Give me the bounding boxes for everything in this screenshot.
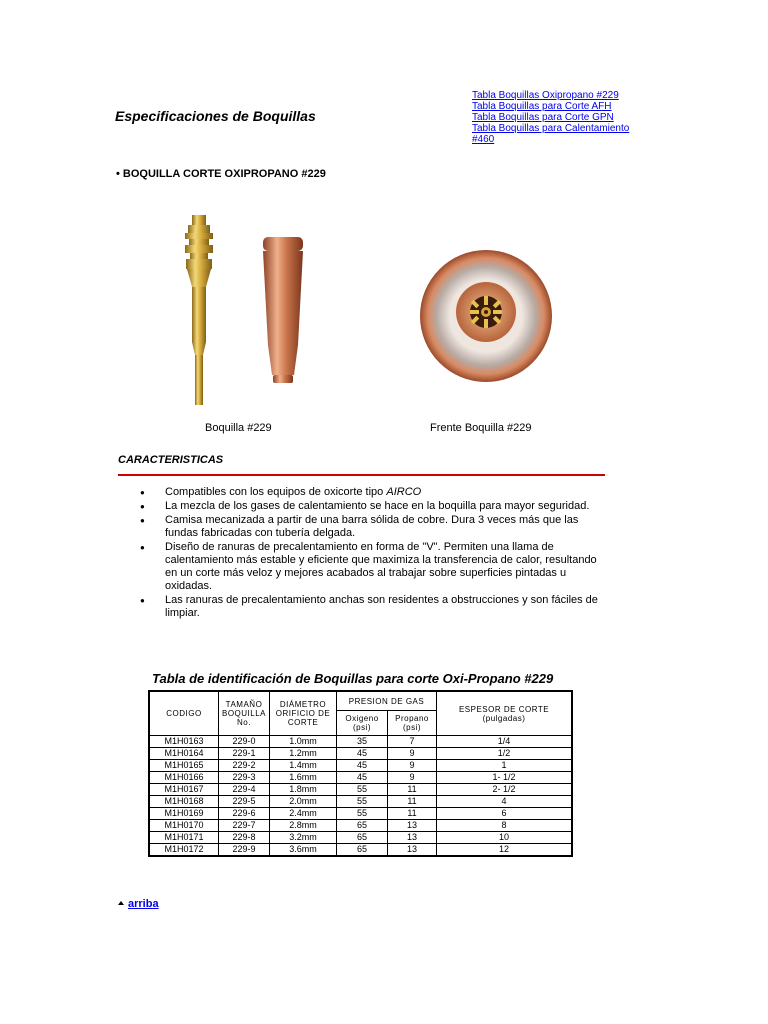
table-cell: 229-2 xyxy=(219,760,270,772)
table-cell: M1H0169 xyxy=(149,808,219,820)
table-cell: 65 xyxy=(337,844,388,857)
col-header-oxigeno: Oxigeno (psi) xyxy=(337,711,388,736)
table-cell: 2.8mm xyxy=(270,820,337,832)
table-row xyxy=(149,796,572,808)
spec-table-body xyxy=(149,736,572,857)
table-cell: 1.2mm xyxy=(270,748,337,760)
table-row xyxy=(149,832,572,844)
link-tabla-calentamiento-460[interactable]: Tabla Boquillas para Calentamiento #460 xyxy=(472,123,630,145)
table-row xyxy=(149,772,572,784)
table-cell: 229-5 xyxy=(219,796,270,808)
nozzle-caption: Boquilla #229 xyxy=(205,422,272,434)
feature-item: ● Camisa mecanizada a partir de una barra sólida de cobre. Dura 3 veces más que las fundas fabricadas con tubería delgada. xyxy=(140,514,610,540)
table-cell: M1H0171 xyxy=(149,832,219,844)
table-cell: 229-0 xyxy=(219,736,270,748)
table-cell: 1- 1/2 xyxy=(437,772,573,784)
table-cell: 55 xyxy=(337,784,388,796)
section-divider xyxy=(118,474,605,476)
table-cell: 45 xyxy=(337,772,388,784)
table-cell: 229-9 xyxy=(219,844,270,857)
table-cell: 65 xyxy=(337,832,388,844)
table-cell: 9 xyxy=(388,748,437,760)
table-cell: 35 xyxy=(337,736,388,748)
table-title: Tabla de identificación de Boquillas para corte Oxi-Propano #229 xyxy=(152,671,554,686)
table-cell: 6 xyxy=(437,808,573,820)
table-row xyxy=(149,748,572,760)
link-tabla-corte-gpn[interactable]: Tabla Boquillas para Corte GPN xyxy=(472,112,614,123)
spec-table xyxy=(148,690,573,857)
feature-item: ● Las ranuras de precalentamiento anchas son residentes a obstrucciones y son fáciles de limpiar. xyxy=(140,594,610,620)
table-cell: M1H0166 xyxy=(149,772,219,784)
link-tabla-oxipropano-229[interactable]: Tabla Boquillas Oxipropano #229 xyxy=(472,90,619,101)
col-header-presion: PRESION DE GAS xyxy=(337,691,437,711)
table-cell: 229-7 xyxy=(219,820,270,832)
nozzle-front-caption: Frente Boquilla #229 xyxy=(430,422,532,434)
table-cell: 229-1 xyxy=(219,748,270,760)
nozzle-photo xyxy=(170,195,330,415)
table-cell: 55 xyxy=(337,808,388,820)
col-header-propano: Propano (psi) xyxy=(388,711,437,736)
table-row xyxy=(149,736,572,748)
table-cell: 8 xyxy=(437,820,573,832)
feature-item: ● Compatibles con los equipos de oxicorte tipo AIRCO xyxy=(140,486,610,499)
table-cell: M1H0167 xyxy=(149,784,219,796)
col-header-codigo: CODIGO xyxy=(149,691,219,736)
table-row xyxy=(149,760,572,772)
table-cell: 2- 1/2 xyxy=(437,784,573,796)
feature-item: ● Diseño de ranuras de precalentamiento en forma de "V". Permiten una llama de calentamiento más estable y eficiente que maximiza la transferencia de calor, resultando en un corte más veloz y mejores acabados al trabajar sobre superficies pintadas u oxidadas. xyxy=(140,541,610,593)
table-cell: M1H0165 xyxy=(149,760,219,772)
table-cell: M1H0170 xyxy=(149,820,219,832)
table-cell: 3.2mm xyxy=(270,832,337,844)
features-list xyxy=(140,486,610,621)
link-tabla-corte-afh[interactable]: Tabla Boquillas para Corte AFH xyxy=(472,101,612,112)
table-cell: 1.6mm xyxy=(270,772,337,784)
section-heading: • BOQUILLA CORTE OXIPROPANO #229 xyxy=(116,168,326,180)
table-cell: 9 xyxy=(388,760,437,772)
table-links xyxy=(472,90,652,145)
feature-item: ● La mezcla de los gases de calentamiento se hace en la boquilla para mayor seguridad. xyxy=(140,500,610,513)
table-cell: 10 xyxy=(437,832,573,844)
table-cell: 1 xyxy=(437,760,573,772)
table-cell: 1.8mm xyxy=(270,784,337,796)
table-row xyxy=(149,820,572,832)
table-cell: 2.0mm xyxy=(270,796,337,808)
table-cell: M1H0164 xyxy=(149,748,219,760)
table-cell: 229-6 xyxy=(219,808,270,820)
table-cell: 4 xyxy=(437,796,573,808)
table-cell: 11 xyxy=(388,808,437,820)
table-cell: 1/2 xyxy=(437,748,573,760)
table-cell: 13 xyxy=(388,844,437,857)
table-cell: 3.6mm xyxy=(270,844,337,857)
col-header-espesor: ESPESOR DE CORTE (pulgadas) xyxy=(437,691,573,736)
table-cell: 2.4mm xyxy=(270,808,337,820)
table-cell: 1.4mm xyxy=(270,760,337,772)
back-to-top xyxy=(118,898,159,910)
table-cell: 9 xyxy=(388,772,437,784)
table-cell: 13 xyxy=(388,832,437,844)
table-cell: 11 xyxy=(388,796,437,808)
table-cell: 45 xyxy=(337,760,388,772)
table-cell: 65 xyxy=(337,820,388,832)
table-cell: M1H0168 xyxy=(149,796,219,808)
table-cell: 229-3 xyxy=(219,772,270,784)
table-row xyxy=(149,784,572,796)
nozzle-front-photo xyxy=(418,248,554,384)
table-cell: 12 xyxy=(437,844,573,857)
table-cell: 229-8 xyxy=(219,832,270,844)
page-title: Especificaciones de Boquillas xyxy=(115,108,316,124)
col-header-tamano: TAMAÑO BOQUILLA No. xyxy=(219,691,270,736)
up-arrow-icon xyxy=(118,901,124,905)
table-cell: 45 xyxy=(337,748,388,760)
table-row xyxy=(149,844,572,857)
table-cell: 229-4 xyxy=(219,784,270,796)
table-cell: M1H0163 xyxy=(149,736,219,748)
col-header-diametro: DIÁMETRO ORIFICIO DE CORTE xyxy=(270,691,337,736)
top-link[interactable]: arriba xyxy=(128,898,159,910)
table-cell: 55 xyxy=(337,796,388,808)
features-heading: CARACTERISTICAS xyxy=(118,454,224,466)
table-row xyxy=(149,808,572,820)
table-cell: 7 xyxy=(388,736,437,748)
table-cell: 1/4 xyxy=(437,736,573,748)
table-cell: 1.0mm xyxy=(270,736,337,748)
table-cell: M1H0172 xyxy=(149,844,219,857)
table-cell: 13 xyxy=(388,820,437,832)
table-cell: 11 xyxy=(388,784,437,796)
